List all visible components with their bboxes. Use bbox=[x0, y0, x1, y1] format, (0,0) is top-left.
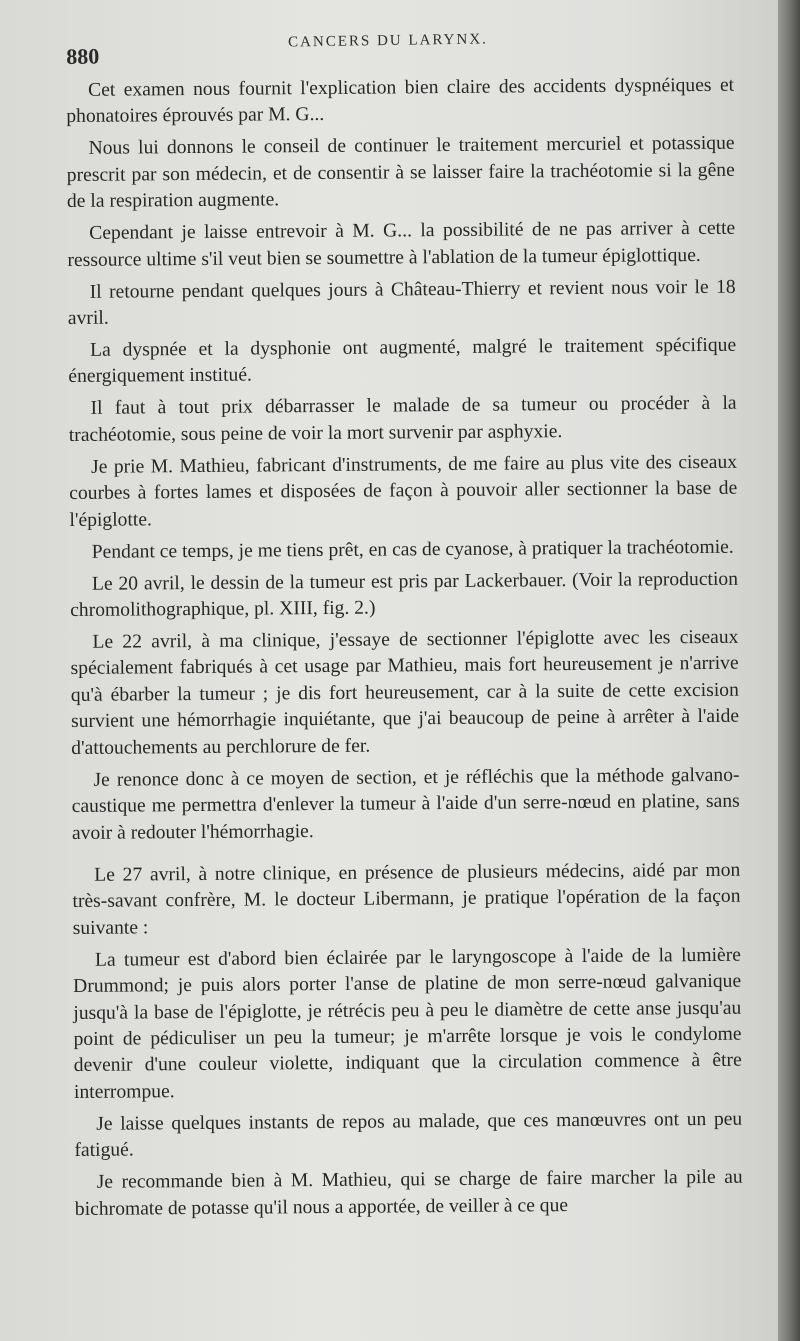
paragraph: La tumeur est d'abord bien éclairée par le laryngoscope à l'aide de la lumière Drummond; je puis alors porter l'anse de platine de mon serre-nœud galvanique jusqu'à la base de l'épiglotte, je rétrécis peu à peu le diamètre de cette anse jusqu'au point de pédiculiser un peu la tumeur; je m'arrête lorsque je vois le condylome devenir d'une couleur violette, indiquant que la circulation commence à être interrompue. bbox=[73, 944, 742, 1103]
paragraph: Je renonce donc à ce moyen de section, et je réfléchis que la méthode galvano-caustique me permettra d'enlever la tumeur à l'aide d'un serre-nœud en platine, sans avoir à redouter l'hémorrhagie. bbox=[71, 764, 740, 844]
paragraph: Le 27 avril, à notre clinique, en présence de plusieurs médecins, aidé par mon très-savant confrère, M. le docteur Libermann, je pratique l'opération de la façon suivante : bbox=[72, 859, 741, 939]
body-text bbox=[66, 73, 743, 1229]
paragraph: La dyspnée et la dysphonie ont augmenté, malgré le traitement spécifique énergiquement institué. bbox=[68, 334, 737, 388]
paragraph: Cependant je laisse entrevoir à M. G... la possibilité de ne pas arriver à cette ressource ultime s'il veut bien se soumettre à l'ablation de la tumeur épiglottique. bbox=[67, 217, 736, 271]
paragraph: Il faut à tout prix débarrasser le malade de sa tumeur ou procéder à la trachéotomie, sous peine de voir la mort survenir par asphyxie. bbox=[68, 393, 737, 446]
paragraph: Je recommande bien à M. Mathieu, qui se charge de faire marcher la pile au bichromate de potasse qu'il nous a apportée, de veiller à ce que bbox=[74, 1166, 743, 1220]
paragraph: Je prie M. Mathieu, fabricant d'instruments, de me faire au plus vite des ciseaux courbes à fortes lames et disposées de façon à pouvoir aller sectionner la base de l'épiglotte. bbox=[69, 451, 738, 531]
paragraph: Pendant ce temps, je me tiens prêt, en cas de cyanose, à pratiquer la trachéotomie. bbox=[91, 536, 734, 563]
paragraph: Cet examen nous fournit l'explication bien claire des accidents dyspnéiques et phonatoires éprouvés par M. G... bbox=[66, 74, 735, 128]
paragraph: Le 20 avril, le dessin de la tumeur est pris par Lackerbauer. (Voir la reproduction chromolithographique, pl. XIII, fig. 2.) bbox=[70, 568, 739, 622]
page-edge-shadow bbox=[778, 0, 800, 1341]
paragraph: Le 22 avril, à ma clinique, j'essaye de sectionner l'épiglotte avec les ciseaux spécialement fabriqués à cet usage par Mathieu, mais fort heureusement je n'arrive qu'à ébarber la tumeur ; je dis fort heureusement, car à la suite de cette excision survient une hémorrhagie inquiétante, que j'ai beaucoup de peine à arrêter à l'aide d'attouchements au perchlorure de fer. bbox=[70, 626, 740, 759]
paragraph: Je laisse quelques instants de repos au malade, que ces manœuvres ont un peu fatigué. bbox=[74, 1108, 743, 1162]
running-head: CANCERS DU LARYNX. bbox=[287, 31, 488, 51]
page-header bbox=[66, 27, 746, 68]
page-number: 880 bbox=[66, 43, 100, 69]
paragraph: Nous lui donnons le conseil de continuer le traitement mercuriel et potassique prescrit par son médecin, et de consentir à se laisser faire la trachéotomie si la gêne de la respiration augmente. bbox=[66, 133, 735, 213]
paragraph: Il retourne pendant quelques jours à Château-Thierry et revient nous voir le 18 avril. bbox=[67, 276, 736, 330]
